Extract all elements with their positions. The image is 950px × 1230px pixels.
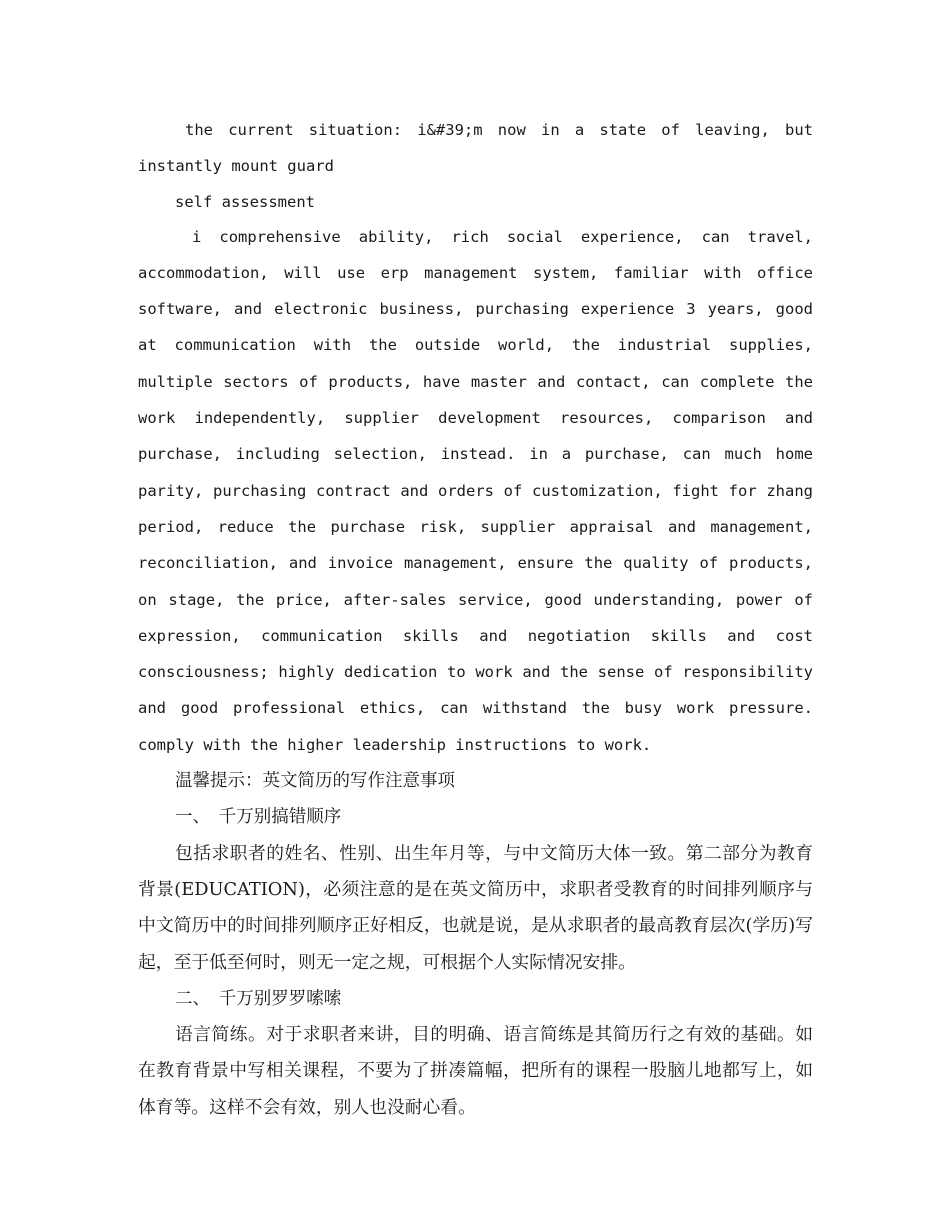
self-assessment-paragraph: i comprehensive ability, rich social experience, can travel, accommodation, will use erp management system, familiar with office software, and electronic business, purchasing experience 3 years, good at communication with the outside world, the industrial supplies, multiple sectors of products, have master and contact, can complete the work independently, supplier development resources, comparison and purchase, including selection, instead. in a purchase, can much home parity, purchasing contract and orders of customization, fight for zhang period, reduce the purchase risk, supplier appraisal and management, reconciliation, and invoice management, ensure the quality of products, on stage, the price, after-sales service, good understanding, power of expression, communication skills and negotiation skills and cost consciousness; highly dedication to work and the sense of responsibility and good professional ethics, can withstand the busy work pressure. comply with the higher leadership instructions to work. (138, 227, 813, 754)
section-2-heading: 二、 千万别罗罗嗦嗦 (175, 988, 342, 1009)
section-2-paragraph: 语言简练。对于求职者来讲，目的明确、语言简练是其简历行之有效的基础。如在教育背景中写相关课程，不要为了拼凑篇幅，把所有的课程一股脑儿地都写上，如体育等。这样不会有效，别人也没耐心看。 (138, 1024, 813, 1118)
document-content (138, 112, 813, 1126)
section-1-paragraph: 包括求职者的姓名、性别、出生年月等，与中文简历大体一致。第二部分为教育背景(EDUCATION)，必须注意的是在英文简历中，求职者受教育的时间排列顺序与中文简历中的时间排列顺序正好相反，也就是说，是从求职者的最高教育层次(学历)写起，至于低至何时，则无一定之规，可根据个人实际情况安排。 (138, 842, 813, 973)
self-assessment-heading: self assessment (175, 192, 315, 211)
tips-heading: 温馨提示：英文简历的写作注意事项 (175, 771, 455, 792)
section-1-heading: 一、 千万别搞错顺序 (175, 807, 342, 828)
current-situation-paragraph: the current situation: i&#39;m now in a state of leaving, but instantly mount guard (138, 121, 813, 176)
